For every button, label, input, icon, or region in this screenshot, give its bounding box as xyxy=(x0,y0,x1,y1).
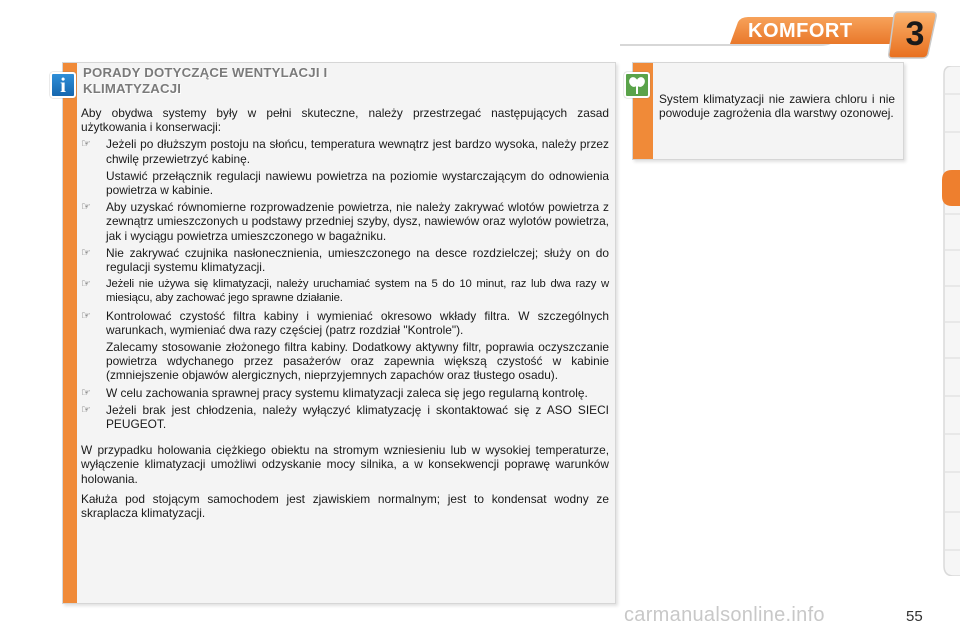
info-icon: i xyxy=(50,72,76,98)
chapter-number: 3 xyxy=(905,15,925,53)
list-item xyxy=(81,403,609,431)
active-chapter-tab xyxy=(942,170,960,206)
page-header-title: KOMFORT xyxy=(748,20,853,42)
condensation-paragraph: Kałuża pod stojącym samochodem jest zjawiskiem normalnym; jest to kondensat wodny ze skraplacza klimatyzacji. xyxy=(81,491,609,521)
list-item-text: Jeżeli nie używa się klimatyzacji, należy uruchamiać system na 5 do 10 minut, raz lub dwa razy w miesiącu, aby zachować jego sprawne działanie. xyxy=(106,278,609,305)
pointing-hand-icon: ☞ xyxy=(81,138,91,151)
pointing-hand-icon: ☞ xyxy=(81,403,91,416)
panel-content xyxy=(81,106,609,520)
list-item xyxy=(81,386,609,400)
panel-accent-stripe xyxy=(63,63,77,603)
pointing-hand-icon: ☞ xyxy=(81,278,91,291)
pointing-hand-icon: ☞ xyxy=(81,201,91,214)
list-item xyxy=(81,309,609,337)
eco-note-text: System klimatyzacji nie zawiera chloru i nie powoduje zagrożenia dla warstwy ozonowej. xyxy=(659,92,895,121)
list-item-text: W celu zachowania sprawnej pracy systemu klimatyzacji zaleca się jego regularną kontrolę. xyxy=(106,385,588,400)
panel-title-line2: KLIMATYZACJI xyxy=(83,81,182,96)
list-item-text: Aby uzyskać równomierne rozprowadzenie powietrza, nie należy zakrywać wlotów powietrza z zewnątrz umieszczonych u podstawy przedniej szyby, dysz, nawiewów oraz wylotów powietrza, jak i wyciągu powietrza umieszczonego w bagażniku. xyxy=(106,200,609,243)
page-number: 55 xyxy=(906,608,923,625)
list-item xyxy=(81,246,609,274)
list-item xyxy=(81,277,609,305)
list-item-continuation: Zalecamy stosowanie złożonego filtra kabiny. Dodatkowy aktywny filtr, poprawia oczyszczanie powietrza wdychanego przez pasażerów oraz zapewnia większą czystość w kabinie (zmniejszenie objawów alergicznych, nieprzyjemnych zapachów oraz tłustego osadu). xyxy=(106,340,609,383)
list-item xyxy=(81,200,609,243)
list-item xyxy=(81,137,609,165)
panel-title-line1: PORADY DOTYCZĄCE WENTYLACJI I xyxy=(83,65,328,80)
list-item-text: Jeżeli brak jest chłodzenia, należy wyłączyć klimatyzację i skontaktować się z ASO SIECI PEUGEOT. xyxy=(106,402,609,432)
watermark: carmanualsonline.info xyxy=(624,604,825,626)
pointing-hand-icon: ☞ xyxy=(81,309,91,322)
towing-paragraph: W przypadku holowania ciężkiego obiektu na stromym wzniesieniu lub w wysokiej temperaturze, wyłączenie klimatyzacji umożliwi odzyskanie mocy silnika, a w konsekwencji poprawę warunków holowania. xyxy=(81,443,609,486)
panel-title xyxy=(83,65,603,97)
list-item-continuation: Ustawić przełącznik regulacji nawiewu powietrza na poziomie wystarczającym do odnowienia powietrza w kabinie. xyxy=(106,168,609,198)
pointing-hand-icon: ☞ xyxy=(81,386,91,399)
pointing-hand-icon: ☞ xyxy=(81,246,91,259)
leaf-icon xyxy=(624,72,650,98)
list-item-text: Nie zakrywać czujnika nasłonecznienia, umieszczonego na desce rozdzielczej; służy on do regulacji systemu klimatyzacji. xyxy=(106,245,609,275)
intro-paragraph: Aby obydwa systemy były w pełni skuteczne, należy przestrzegać następujących zasad użytkowania i konserwacji: xyxy=(81,106,609,135)
chapter-tabs xyxy=(916,66,960,576)
list-item-text: Jeżeli po dłuższym postoju na słońcu, temperatura wewnątrz jest bardzo wysoka, należy przez chwilę przewietrzyć kabinę. xyxy=(106,137,609,166)
list-item-text: Kontrolować czystość filtra kabiny i wymieniać okresowo wkłady filtra. W szczególnych warunkach, wymieniać dwa razy częściej (patrz rozdział "Kontrole"). xyxy=(106,308,609,337)
